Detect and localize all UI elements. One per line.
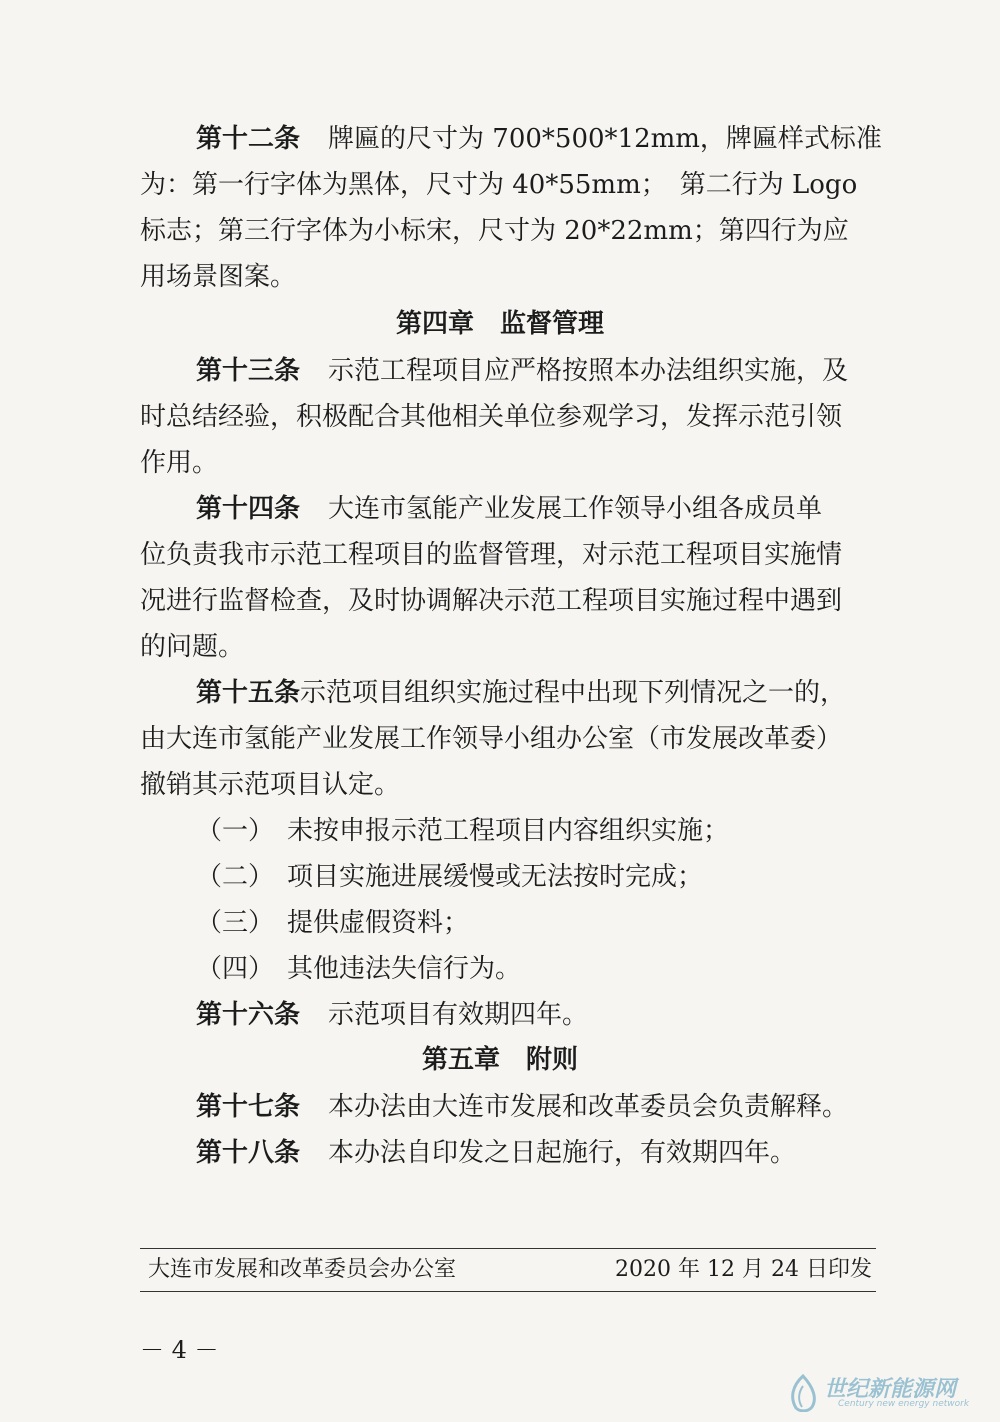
article-12-label: 第十二条 <box>196 124 301 154</box>
watermark-text-en: Century new energy network <box>838 1399 970 1409</box>
chapter-5-heading: 第五章 附则 <box>421 1045 579 1075</box>
article-15-item-3: （三） 提供虚假资料； <box>196 908 470 938</box>
article-14-line-2: 位负责我市示范工程项目的监督管理，对示范工程项目实施情 <box>140 540 843 570</box>
footer-date: 2020 年 12 月 24 日印发 <box>615 1257 872 1282</box>
article-12-line-2: 为：第一行字体为黑体，尺寸为 40*55mm； 第二行为 Logo <box>140 170 858 200</box>
page-number: － 4 － <box>140 1336 219 1364</box>
watermark-logo <box>786 1372 986 1414</box>
footer-bottom-rule <box>140 1291 876 1292</box>
article-17-label: 第十七条 <box>196 1092 301 1122</box>
article-14-line-3: 况进行监督检查，及时协调解决示范工程项目实施过程中遇到 <box>140 586 843 616</box>
article-14-label: 第十四条 <box>196 494 301 524</box>
article-13-line-2: 时总结经验，积极配合其他相关单位参观学习，发挥示范引领 <box>140 402 843 432</box>
article-17-line-1: 第十七条 本办法由大连市发展和改革委员会负责解释。 <box>196 1092 849 1122</box>
watermark-text-cn: 世纪新能源网 <box>824 1377 957 1402</box>
article-13-line-1: 第十三条 示范工程项目应严格按照本办法组织实施，及 <box>196 356 849 386</box>
footer-issuer: 大连市发展和改革委员会办公室 <box>148 1257 457 1282</box>
article-12-line-4: 用场景图案。 <box>140 262 297 292</box>
article-14-line-1: 第十四条 大连市氢能产业发展工作领导小组各成员单 <box>196 494 823 524</box>
article-14-line-4: 的问题。 <box>140 632 245 662</box>
article-18-label: 第十八条 <box>196 1138 301 1168</box>
article-13-label: 第十三条 <box>196 356 301 386</box>
article-16-label: 第十六条 <box>196 1000 301 1030</box>
article-13-line-3: 作用。 <box>140 448 219 478</box>
leaf-flame-icon <box>786 1374 820 1412</box>
article-15-item-4: （四） 其他违法失信行为。 <box>196 954 522 984</box>
article-15-line-2: 由大连市氢能产业发展工作领导小组办公室（市发展改革委） <box>140 724 843 754</box>
article-12-line-3: 标志；第三行字体为小标宋，尺寸为 20*22mm；第四行为应 <box>140 216 849 246</box>
chapter-4-heading: 第四章 监督管理 <box>395 309 605 339</box>
article-15-line-1: 第十五条示范项目组织实施过程中出现下列情况之一的， <box>196 678 847 708</box>
article-18-line-1: 第十八条 本办法自印发之日起施行，有效期四年。 <box>196 1138 797 1168</box>
article-15-item-1: （一） 未按申报示范工程项目内容组织实施； <box>196 816 730 846</box>
article-16-line-1: 第十六条 示范项目有效期四年。 <box>196 1000 589 1030</box>
article-15-label: 第十五条 <box>196 678 301 708</box>
footer-top-rule <box>140 1248 876 1249</box>
article-12-line-1: 第十二条 牌匾的尺寸为 700*500*12mm，牌匾样式标准 <box>196 124 882 154</box>
article-15-item-2: （二） 项目实施进展缓慢或无法按时完成； <box>196 862 704 892</box>
article-15-line-3: 撤销其示范项目认定。 <box>140 770 401 800</box>
